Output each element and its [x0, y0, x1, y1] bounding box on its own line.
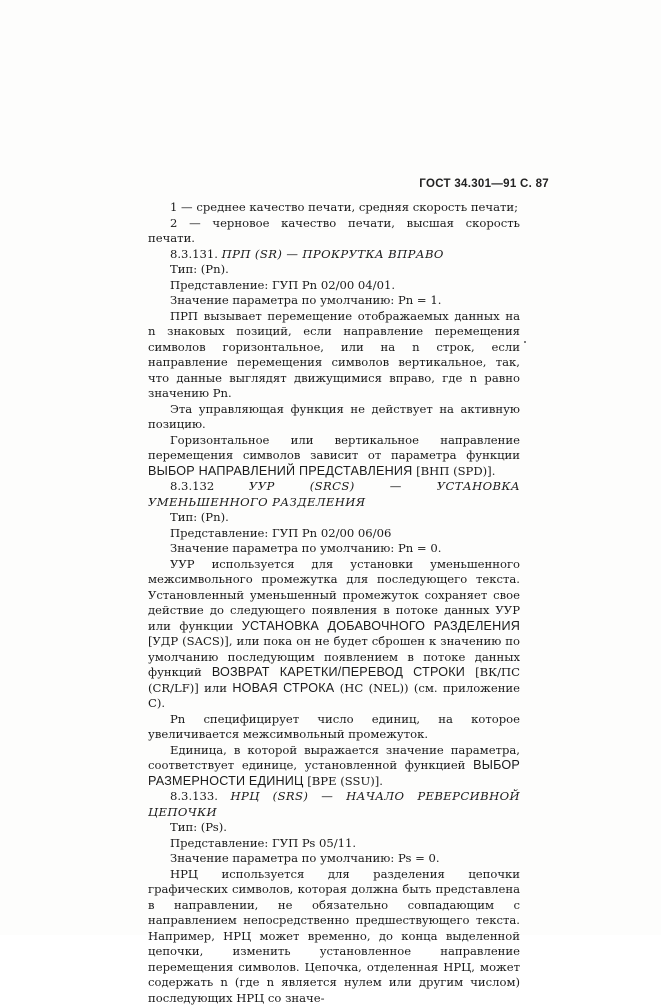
function-name: ВЫБОР НАПРАВЛЕНИЙ ПРЕДСТАВЛЕНИЯ	[148, 464, 412, 478]
default-value-line: Значение параметра по умолчанию: Ps = 0.	[148, 851, 520, 867]
type-line: Тип: (Ps).	[148, 820, 520, 836]
function-name: ВОЗВРАТ КАРЕТКИ/ПЕРЕВОД СТРОКИ	[212, 665, 465, 679]
list-item: 2 — черновое качество печати, высшая скорость печати.	[148, 216, 520, 247]
page-header: ГОСТ 34.301—91 С. 87	[419, 178, 549, 190]
representation-line: Представление: ГУП Pn 02/00 06/06	[148, 526, 520, 542]
section-title: НРЦ (SRS) — НАЧАЛО РЕВЕРСИВНОЙ ЦЕПОЧКИ	[148, 789, 520, 819]
text-run: Единица, в которой выражается значение параметра, соответствует единице, установленной функцией	[148, 743, 520, 773]
text-run: Горизонтальное или вертикальное направление перемещения символов зависит от параметра функции	[148, 433, 520, 463]
representation-line: Представление: ГУП Ps 05/11.	[148, 836, 520, 852]
function-name: УСТАНОВКА ДОБАВОЧНОГО РАЗДЕЛЕНИЯ	[242, 619, 520, 633]
list-item: 1 — среднее качество печати, средняя скорость печати;	[148, 200, 520, 216]
document-body	[148, 200, 520, 1006]
section-number: 8.3.131.	[170, 247, 218, 261]
paragraph: Эта управляющая функция не действует на активную позицию.	[148, 402, 520, 433]
text-run: (НС (NEL)) (см. приложение С).	[148, 681, 520, 711]
text-run: [ВК/ПС (CR/LF)] или	[148, 665, 520, 695]
paragraph	[148, 557, 520, 712]
text-run: [ВНП (SPD)].	[412, 464, 495, 478]
default-value-line: Значение параметра по умолчанию: Pn = 0.	[148, 541, 520, 557]
section-heading-8-3-133	[148, 789, 520, 820]
default-value-line: Значение параметра по умолчанию: Pn = 1.	[148, 293, 520, 309]
paragraph	[148, 743, 520, 790]
scan-speck	[524, 341, 526, 343]
section-number: 8.3.132	[170, 479, 214, 493]
text-run: УУР используется для установки уменьшенного межсимвольного промежутка для последующего текста. Установленный уменьшенный промежуток сохраняет свое действие до следующего появления в потоке данных УУР или функции	[148, 557, 520, 633]
section-heading-8-3-131	[148, 247, 520, 263]
section-title: ПРП (SR) — ПРОКРУТКА ВПРАВО	[222, 247, 444, 261]
paragraph: ПРП вызывает перемещение отображаемых данных на n знаковых позиций, если направление перемещения символов горизонтальное, или на n строк, если направление перемещения символов вертикальное, так, что данные выглядят движущимися вправо, где n равно значению Pn.	[148, 309, 520, 402]
paragraph	[148, 433, 520, 480]
function-name: НОВАЯ СТРОКА	[232, 681, 334, 695]
paragraph: НРЦ используется для разделения цепочки графических символов, которая должна быть представлена в направлении, не обязательно совпадающим с направлением непосредственно предшествующего текста. Например, НРЦ может временно, до конца выделенной цепочки, изменить установленное направление перемещения символов. Цепочка, отделенная НРЦ, может содержать n (где n является нулем или другим числом) последующих НРЦ со значе-	[148, 867, 520, 1006]
section-number: 8.3.133.	[170, 789, 218, 803]
function-name: ВЫБОР РАЗМЕРНОСТИ ЕДИНИЦ	[148, 758, 520, 788]
text-run: [ВРЕ (SSU)].	[304, 774, 383, 788]
paragraph: Pn специфицирует число единиц, на которое увеличивается межсимвольный промежуток.	[148, 712, 520, 743]
text-run: [УДР (SACS)], или пока он не будет сброшен к значению по умолчанию последующим появлением в потоке данных функций	[148, 634, 520, 679]
representation-line: Представление: ГУП Pn 02/00 04/01.	[148, 278, 520, 294]
type-line: Тип: (Pn).	[148, 262, 520, 278]
section-heading-8-3-132	[148, 479, 520, 510]
type-line: Тип: (Pn).	[148, 510, 520, 526]
section-title: УУР (SRCS) — УСТАНОВКА УМЕНЬШЕННОГО РАЗДЕЛЕНИЯ	[148, 479, 520, 509]
